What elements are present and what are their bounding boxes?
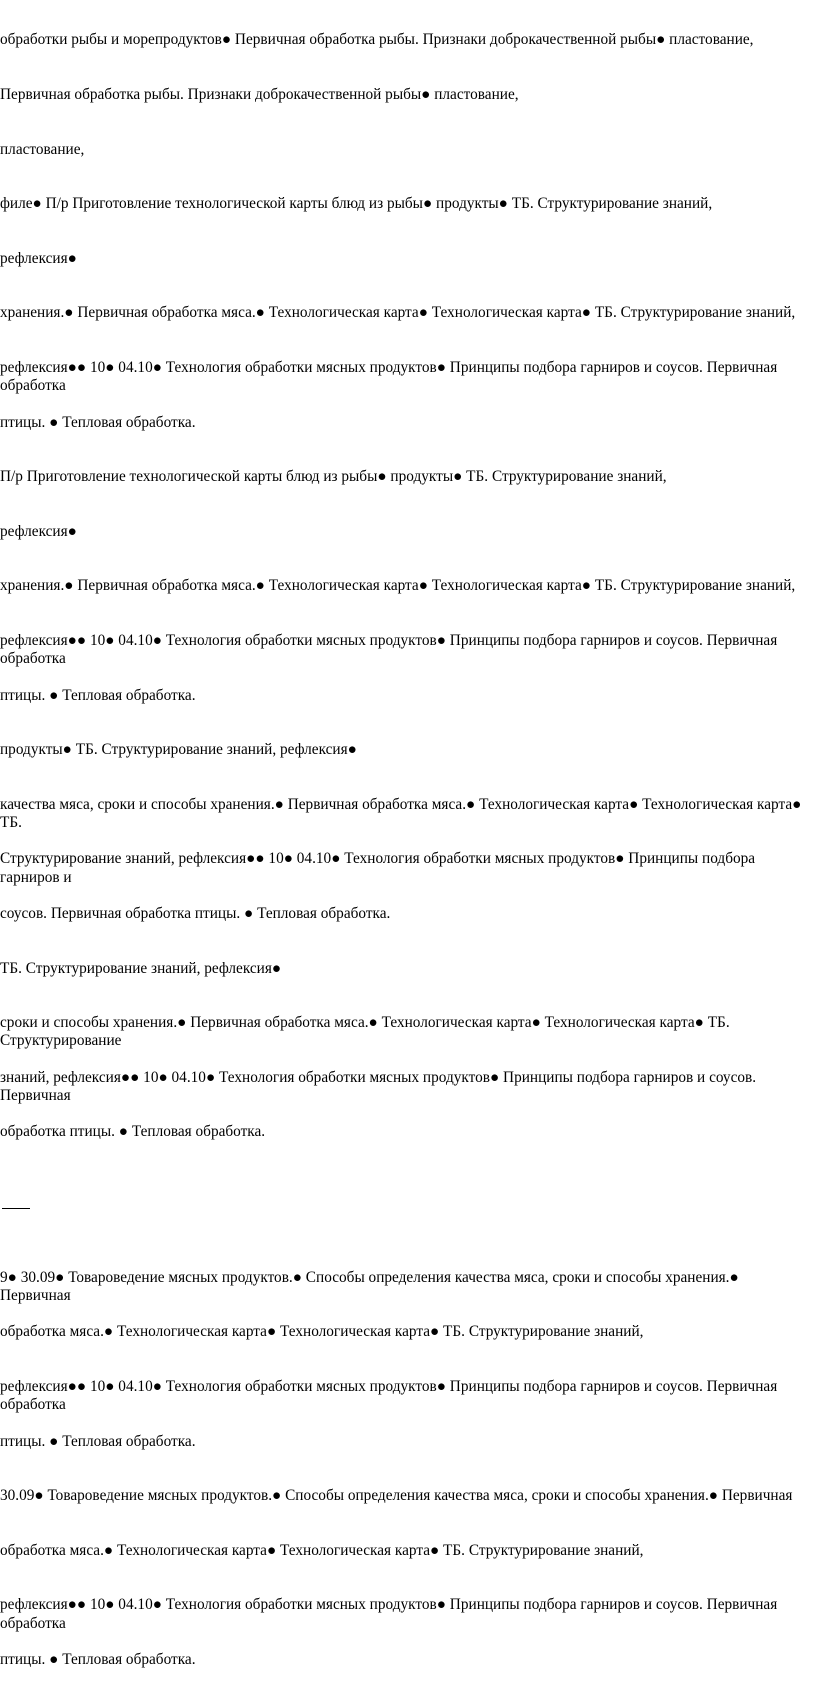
text-line: продукты● ТБ. Структурирование знаний, рефлексия● <box>0 741 357 759</box>
text-line: соусов. Первичная обработка птицы. ● Тепловая обработка. <box>0 904 391 922</box>
text-line: обработка мяса.● Технологическая карта● Технологическая карта● ТБ. Структурирование знаний, <box>0 1541 644 1559</box>
text-line: ТБ. Структурирование знаний, рефлексия● <box>0 959 282 977</box>
text-line: П/р Приготовление технологической карты блюд из рыбы● продукты● ТБ. Структурирование знаний, <box>0 468 667 486</box>
text-line: птицы. ● Тепловая обработка. <box>0 1651 196 1669</box>
separator-gap <box>0 1196 810 1214</box>
text-line: 9● 30.09● Товароведение мясных продуктов.● Способы определения качества мяса, сроки и способы хранения.● Первичная <box>0 1268 743 1305</box>
text-line: 30.09● Товароведение мясных продуктов.● Способы определения качества мяса, сроки и способы хранения.● Первичная <box>0 1487 793 1505</box>
text-line: рефлексия● <box>0 249 77 267</box>
text-line: рефлексия●● 10● 04.10● Технология обработки мясных продуктов● Принципы подбора гарниров и соусов. Первичная обработка <box>0 631 782 668</box>
text-line: знаний, рефлексия●● 10● 04.10● Технология обработки мясных продуктов● Принципы подбора гарниров и соусов. Первичная <box>0 1068 760 1104</box>
text-line: качества мяса, сроки и способы хранения.● Первичная обработка мяса.● Технологическая карта● Технологическая карта● ТБ. <box>0 795 806 831</box>
text-line: рефлексия● <box>0 522 77 540</box>
text-line: рефлексия●● 10● 04.10● Технология обработки мясных продуктов● Принципы подбора гарниров и соусов. Первичная обработка <box>0 1596 782 1632</box>
text-line: птицы. ● Тепловая обработка. <box>0 413 196 431</box>
text-line: Первичная обработка рыбы. Признаки доброкачественной рыбы● пластование, <box>0 86 519 103</box>
text-line: хранения.● Первичная обработка мяса.● Технологическая карта● Технологическая карта● ТБ. Структурирование знаний, <box>0 304 796 322</box>
text-line: обработка мяса.● Технологическая карта● Технологическая карта● ТБ. Структурирование знаний, <box>0 1323 644 1341</box>
text-line: рефлексия●● 10● 04.10● Технология обработки мясных продуктов● Принципы подбора гарниров и соусов. Первичная обработка <box>0 1378 782 1414</box>
text-line: обработки рыбы и морепродуктов● Первичная обработка рыбы. Признаки доброкачественной рыбы● пластование, <box>0 31 754 49</box>
footnote-rule <box>2 1208 30 1209</box>
text-line: хранения.● Первичная обработка мяса.● Технологическая карта● Технологическая карта● ТБ. Структурирование знаний, <box>0 577 796 595</box>
text-line: птицы. ● Тепловая обработка. <box>0 686 196 704</box>
text-line: птицы. ● Тепловая обработка. <box>0 1432 196 1450</box>
text-line: пластование, <box>0 140 85 158</box>
text-line: Структурирование знаний, рефлексия●● 10● 04.10● Технология обработки мясных продуктов● Принципы подбора гарниров и <box>0 850 759 886</box>
text-line: рефлексия●● 10● 04.10● Технология обработки мясных продуктов● Принципы подбора гарниров и соусов. Первичная обработка <box>0 358 782 395</box>
text-line: обработка птицы. ● Тепловая обработка. <box>0 1123 266 1141</box>
text-line: сроки и способы хранения.● Первичная обработка мяса.● Технологическая карта● Технологическая карта● ТБ. Структурирование <box>0 1014 734 1050</box>
text-line: филе● П/р Приготовление технологической карты блюд из рыбы● продукты● ТБ. Структурирование знаний, <box>0 195 713 213</box>
